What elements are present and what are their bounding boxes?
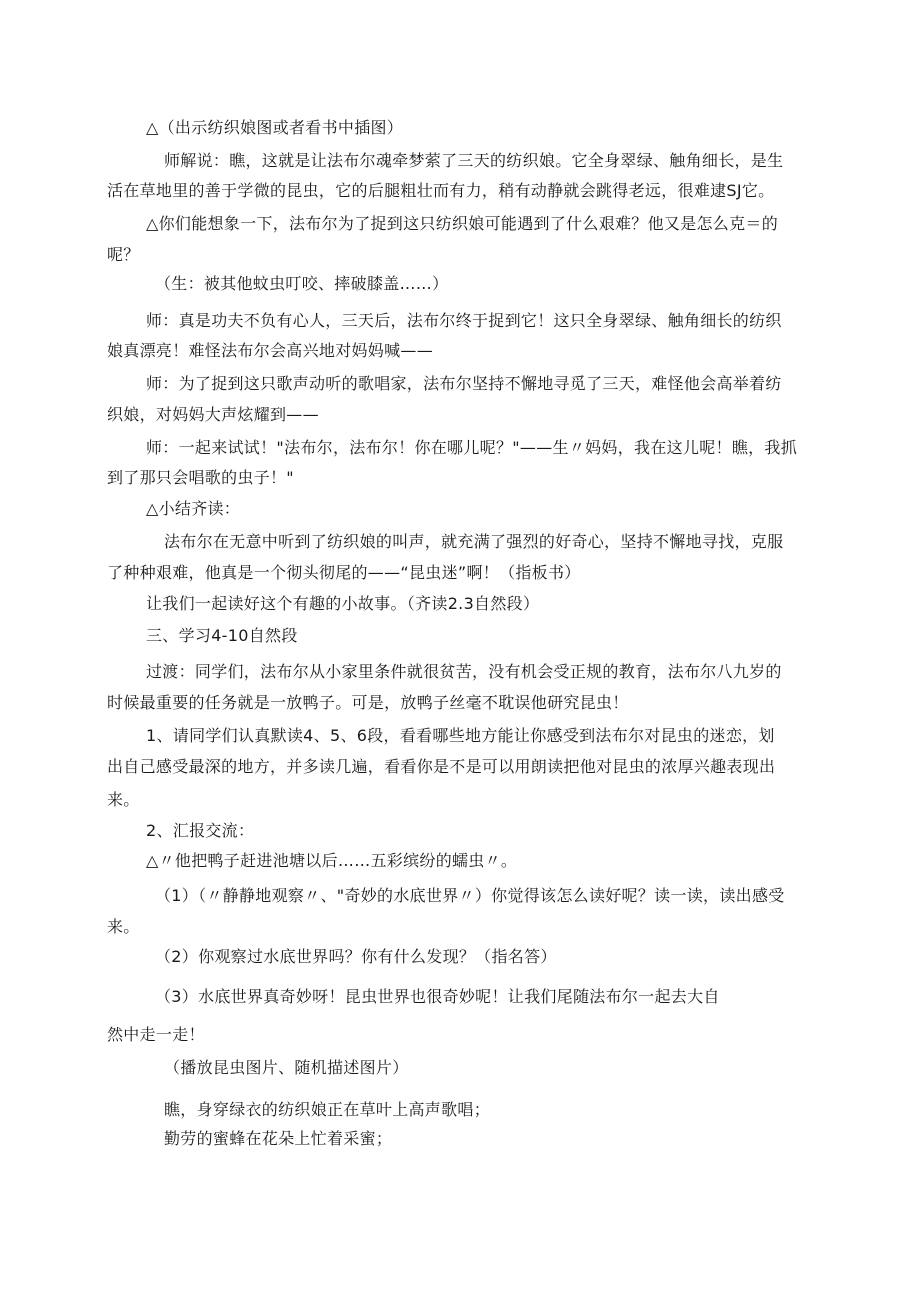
text-line: 师：一起来试试！"法布尔，法布尔！你在哪儿呢？"——生〃妈妈，我在这儿呢！瞧，我抓: [146, 438, 798, 457]
text-line: 出自己感受最深的地方，并多读几遍，看看你是不是可以用朗读把他对昆虫的浓厚兴趣表现出: [107, 757, 776, 776]
text-line: （2）你观察过水底世界吗？你有什么发现？（指名答）: [155, 947, 557, 966]
text-line: （3）水底世界真奇妙呀！昆虫世界也很奇妙呢！让我们尾随法布尔一起去大自: [155, 987, 720, 1006]
text-line: 了种种艰难，他真是一个彻头彻尾的——“昆虫迷”啊！（指板书）: [107, 563, 581, 582]
text-line: 让我们一起读好这个有趣的小故事。（齐读2.3自然段）: [146, 594, 540, 613]
text-line: 1、请同学们认真默读4、5、6段，看看哪些地方能让你感受到法布尔对昆虫的迷恋，划: [146, 726, 775, 745]
text-line: 然中走一走！: [107, 1025, 205, 1044]
text-line: 法布尔在无意中听到了纺织娘的叫声，就充满了强烈的好奇心，坚持不懈地寻找，克服: [164, 532, 784, 551]
text-line: 织娘，对妈妈大声炫耀到——: [107, 405, 319, 424]
text-line: 过渡：同学们，法布尔从小家里条件就很贫苦，没有机会受正规的教育，法布尔八九岁的: [146, 662, 782, 681]
text-line: 师：真是功夫不负有心人，三天后，法布尔终于捉到它！这只全身翠绿、触角细长的纺织: [146, 311, 782, 330]
text-line: 呢？: [107, 245, 140, 264]
text-line: 勤劳的蜜蜂在花朵上忙着采蜜；: [164, 1129, 393, 1148]
text-line: △〃他把鸭子赶进池塘以后……五彩缤纷的蠕虫〃。: [146, 851, 518, 870]
section-heading: 三、学习4-10自然段: [146, 626, 298, 645]
text-line: 到了那只会唱歌的虫子！": [107, 468, 294, 487]
text-line: 来。: [107, 917, 140, 936]
text-line: 师：为了捉到这只歌声动听的歌唱家，法布尔坚持不懈地寻觅了三天，难怪他会高举着纺: [146, 374, 782, 393]
text-line: 来。: [107, 790, 140, 809]
text-line: △你们能想象一下，法布尔为了捉到这只纺织娘可能遇到了什么艰难？他又是怎么克＝的: [146, 214, 779, 233]
text-line: △小结齐读：: [146, 499, 241, 518]
text-line: （1）（〃静静地观察〃、"奇妙的水底世界〃）你觉得该怎么读好呢？读一读，读出感受: [155, 886, 785, 905]
text-line: （生：被其他蚊虫叮咬、摔破膝盖……）: [155, 274, 449, 293]
text-line: 活在草地里的善于学微的昆虫，它的后腿粗壮而有力，稍有动静就会跳得老远，很难逮SJ它。: [107, 181, 775, 200]
text-line: 瞧，身穿绿衣的纺织娘正在草叶上高声歌唱；: [164, 1100, 491, 1119]
text-line: （播放昆虫图片、随机描述图片）: [164, 1058, 409, 1077]
text-line: 师解说：瞧，这就是让法布尔魂牵梦萦了三天的纺织娘。它全身翠绿、触角细长，是生: [164, 151, 784, 170]
text-line: 娘真漂亮！难怪法布尔会高兴地对妈妈喊——: [107, 341, 434, 360]
text-line: 时候最重要的任务就是一放鸭子。可是，放鸭子丝毫不耽误他研究昆虫！: [107, 693, 629, 712]
text-line: 2、汇报交流：: [146, 821, 255, 840]
text-line: △（出示纺织娘图或者看书中插图）: [146, 118, 404, 137]
